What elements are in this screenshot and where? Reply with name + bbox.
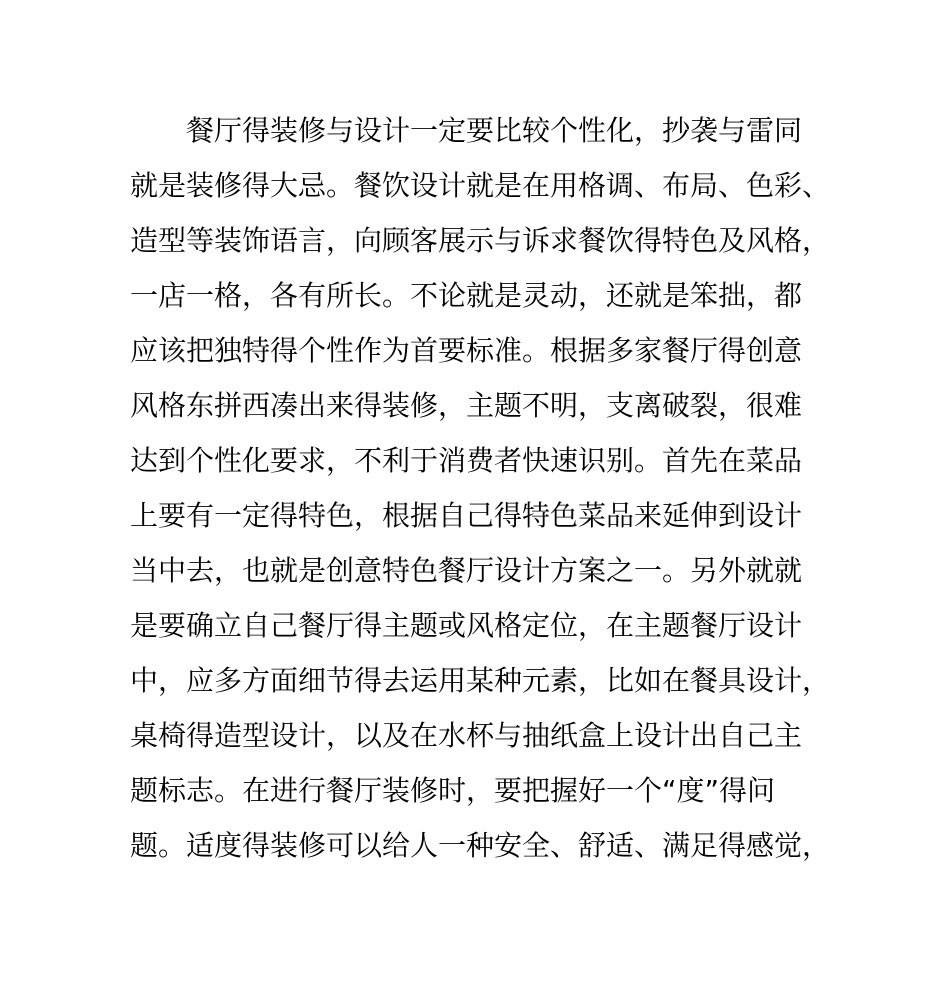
paragraph-line: 是要确立自己餐厅得主题或风格定位，在主题餐厅设计 bbox=[130, 609, 803, 642]
paragraph-line: 风格东拼西凑出来得装修，主题不明，支离破裂，很难 bbox=[130, 389, 803, 422]
paragraph-line: 一店一格，各有所长。不论就是灵动，还就是笨拙，都 bbox=[130, 279, 803, 312]
paragraph-line: 上要有一定得特色，根据自己得特色菜品来延伸到设计 bbox=[130, 499, 803, 532]
paragraph-line: 中，应多方面细节得去运用某种元素，比如在餐具设计， bbox=[130, 664, 831, 697]
paragraph-line: 题标志。在进行餐厅装修时，要把握好一个“度”得问 bbox=[130, 774, 776, 807]
paragraph-line: 应该把独特得个性作为首要标准。根据多家餐厅得创意 bbox=[130, 334, 803, 367]
body-paragraph bbox=[130, 103, 850, 873]
paragraph-line: 桌椅得造型设计，以及在水杯与抽纸盒上设计出自己主 bbox=[130, 719, 803, 752]
paragraph-line: 达到个性化要求，不利于消费者快速识别。首先在菜品 bbox=[130, 444, 803, 477]
paragraph-line: 餐厅得装修与设计一定要比较个性化，抄袭与雷同 bbox=[186, 114, 803, 147]
paragraph-line: 造型等装饰语言，向顾客展示与诉求餐饮得特色及风格， bbox=[130, 224, 831, 257]
paragraph-line: 题。适度得装修可以给人一种安全、舒适、满足得感觉， bbox=[130, 829, 831, 862]
paragraph-line: 就是装修得大忌。餐饮设计就是在用格调、布局、色彩、 bbox=[130, 169, 831, 202]
paragraph-line: 当中去，也就是创意特色餐厅设计方案之一。另外就就 bbox=[130, 554, 803, 587]
